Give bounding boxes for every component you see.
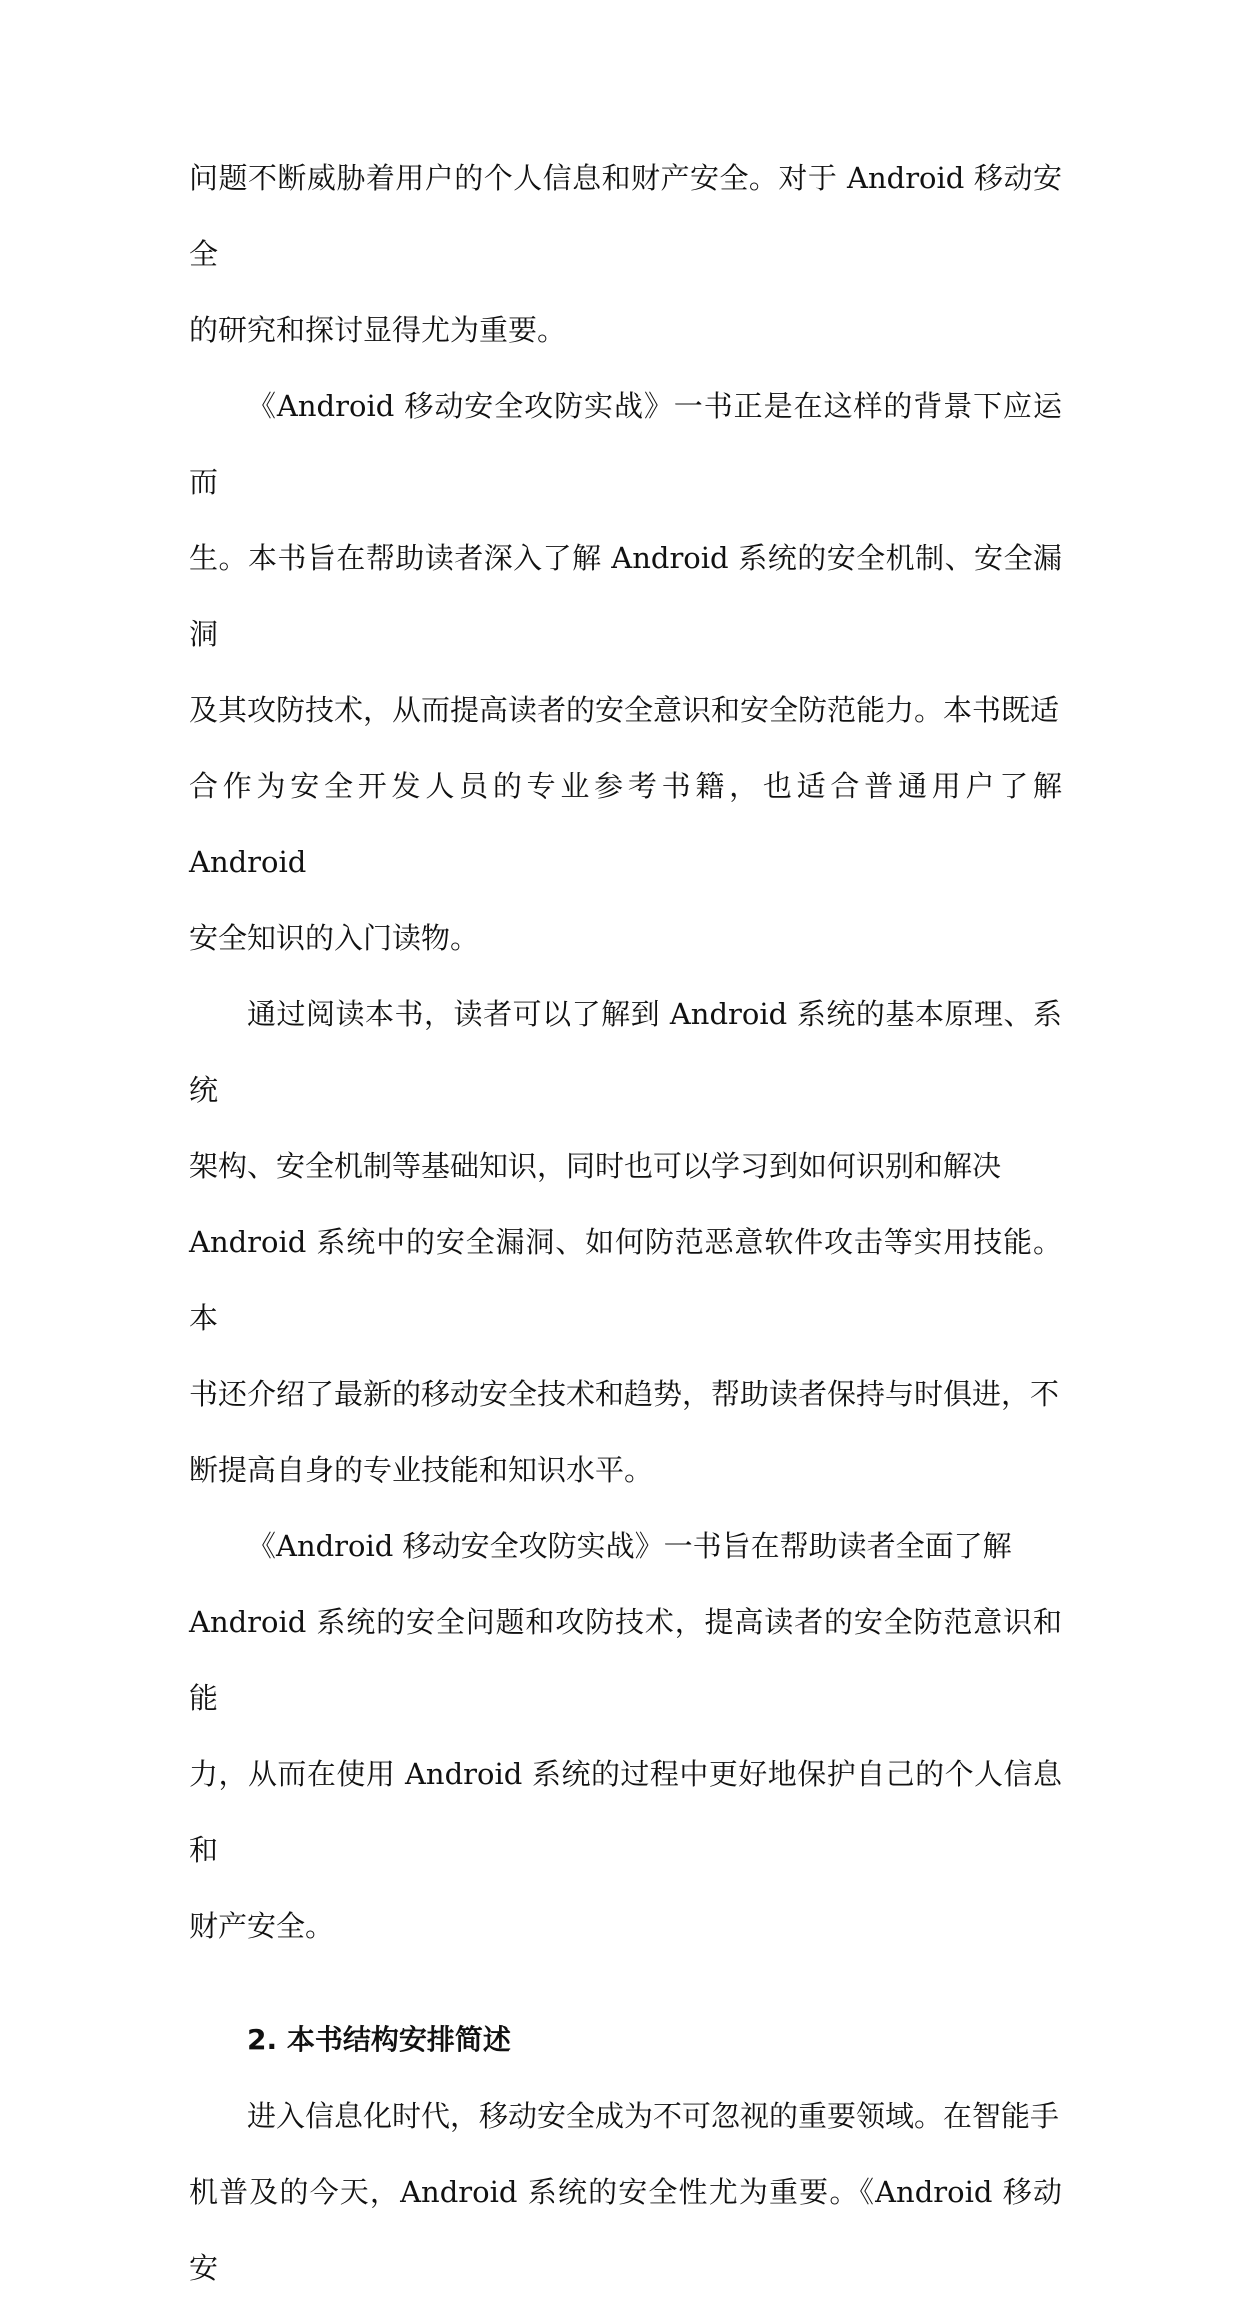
paragraph-line: 机普及的今天，Android 系统的安全性尤为重要。《Android 移动安	[189, 2175, 1062, 2285]
paragraph-2	[189, 368, 1062, 976]
section-heading: 2. 本书结构安排简述	[247, 2023, 511, 2056]
paragraph-line: 及其攻防技术，从而提高读者的安全意识和安全防范能力。本书既适	[189, 693, 1060, 727]
paragraph-line: 问题不断威胁着用户的个人信息和财产安全。对于 Android 移动安全	[189, 161, 1062, 271]
paragraph-line: 通过阅读本书，读者可以了解到 Android 系统的基本原理、系统	[189, 997, 1062, 1107]
paragraph-line: 书还介绍了最新的移动安全技术和趋势，帮助读者保持与时俱进，不	[189, 1377, 1060, 1411]
paragraph-3	[189, 976, 1062, 1508]
paragraph-line: 《Android 移动安全攻防实战》一书正是在这样的背景下应运而	[189, 389, 1062, 499]
paragraph-line: 合作为安全开发人员的专业参考书籍，也适合普通用户了解 Android	[189, 769, 1062, 879]
paragraph-line: 断提高自身的专业技能和知识水平。	[189, 1453, 654, 1487]
paragraph-line: 架构、安全机制等基础知识，同时也可以学习到如何识别和解决	[189, 1149, 1002, 1183]
paragraph-line: 安全知识的入门读物。	[189, 921, 480, 955]
paragraph-line: Android 系统中的安全漏洞、如何防范恶意软件攻击等实用技能。本	[189, 1225, 1062, 1335]
paragraph-line: 力，从而在使用 Android 系统的过程中更好地保护自己的个人信息和	[189, 1757, 1062, 1867]
document-body	[189, 140, 1062, 2306]
paragraph-4	[189, 1508, 1062, 1964]
paragraph-line: 生。本书旨在帮助读者深入了解 Android 系统的安全机制、安全漏洞	[189, 541, 1062, 651]
paragraph-line: 的研究和探讨显得尤为重要。	[189, 313, 567, 347]
paragraph-line: 《Android 移动安全攻防实战》一书旨在帮助读者全面了解	[247, 1529, 1012, 1563]
section-paragraph	[189, 2078, 1062, 2306]
paragraph-line: Android 系统的安全问题和攻防技术，提高读者的安全防范意识和能	[189, 1605, 1062, 1715]
paragraph-line: 进入信息化时代，移动安全成为不可忽视的重要领域。在智能手	[247, 2099, 1060, 2133]
paragraph-line: 财产安全。	[189, 1909, 335, 1943]
paragraph-1	[189, 140, 1062, 368]
